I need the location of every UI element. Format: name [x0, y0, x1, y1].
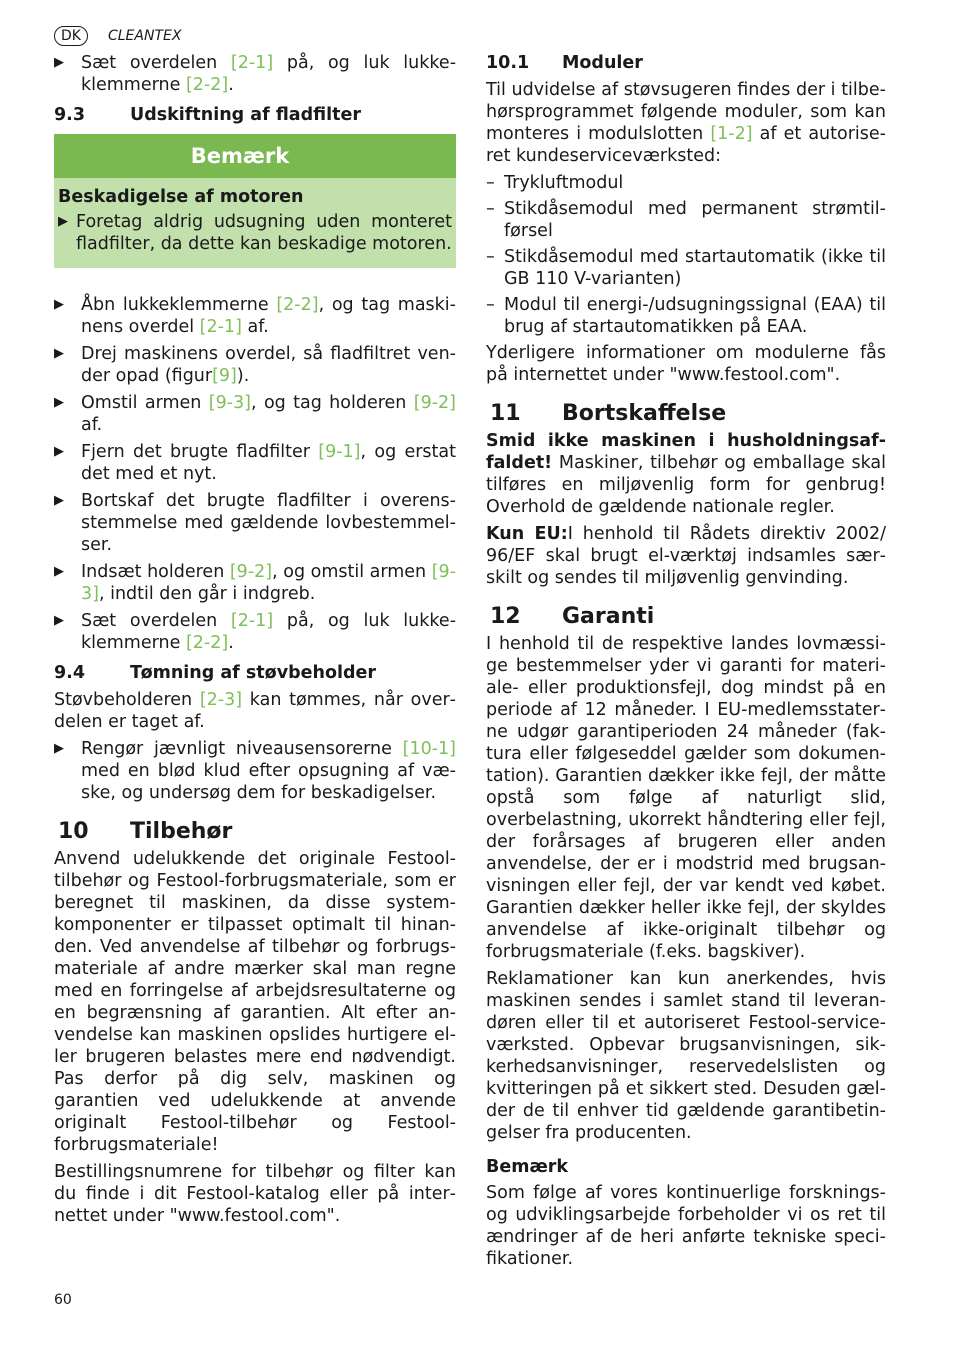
paragraph: Yderligere informationer om modulerne fås på internettet under "www.festool.com". — [486, 343, 886, 385]
figure-ref: [10-1] — [402, 739, 456, 759]
paragraph: Kun EU:I henhold til Rådets direktiv 2002/ 96/EF skal brugt el-værktøj indsamles særskilt og sendes til miljøvenlig genvinding. — [486, 524, 886, 588]
paragraph: Smid ikke maskinen i husholdningsaffaldet! Maskiner, tilbehør og emballage skal tilføres en miljøvenlig form for genbrug! Overhold de gældende nationale regler. — [486, 431, 886, 517]
list-item: – Modul til energi-/udsugningssignal (EAA) til brug af startautomatikken på EAA. — [486, 295, 886, 337]
figure-ref: [2-1] — [230, 611, 274, 631]
figure-ref: [2-2] — [276, 295, 319, 315]
list-item: – Stikdåsemodul med startautomatik (ikke til GB 110 V-varianten) — [486, 247, 886, 289]
paragraph: Reklamationer kan kun anerkendes, hvis maskinen sendes i samlet stand til leverandøren eller til et autoriseret Festool-serviceværksted. Opbevar brugsanvisningen, sikkerhedsanvisninger, reservedelslisten og kvitteringen på et sikkert sted. Desuden gælder de til enhver tid gældende garantibetingelser fra producenten. — [486, 969, 886, 1143]
section-heading-10-1: 10.1 Moduler — [486, 53, 643, 73]
note-body — [54, 178, 456, 268]
figure-ref: [2-3] — [199, 690, 243, 710]
figure-ref: [9-2] — [229, 562, 273, 582]
triangle-right-icon: ▶ — [54, 55, 64, 70]
paragraph: Anvend udelukkende det originale Festool-tilbehør og Festool-forbrugsmateriale, som er beregnet til maskinen, da disse systemkomponenter er tilpasset optimalt til hinanden. Ved anvendelse af tilbehør og forbrugsmateriale af andre mærker skal man regne med en forringelse af arbejdsresultaterne og en begrænsning af garantien. Alt efter anvendelse kan maskinen opslides hurtigere eller brugeren belastes mere end nødvendigt. Pas derfor på dig selv, maskinen og garantien ved udelukkende at anvende originalt Festool-tilbehør og Festool-forbrugsmateriale! — [54, 849, 456, 1155]
note-title: Beskadigelse af motoren — [58, 187, 304, 207]
left-column — [54, 52, 456, 1232]
paragraph: Som følge af vores kontinuerlige forsknings- og udviklingsarbejde forbeholder vi os ret til ændringer af de heri anførte tekniske specifikationer. — [486, 1183, 886, 1269]
right-column — [486, 52, 886, 1275]
note-item: ▶ Foretag aldrig udsugning uden monteret fladfilter, da dette kan beskadige motoren. — [58, 212, 452, 254]
triangle-right-icon: ▶ — [54, 395, 64, 410]
list-item: – Trykluftmodul — [486, 173, 624, 193]
paragraph: Til udvidelse af støvsugeren findes der i tilbehørsprogrammet følgende moduler, som kan monteres i modulslotten [1-2] af et autoriseret kundeserviceværksted: — [486, 80, 886, 166]
figure-ref: [9-2] — [413, 393, 456, 413]
figure-ref: [9-3] — [81, 562, 456, 604]
figure-ref: [2-1] — [199, 317, 242, 337]
language-badge: DK — [54, 26, 88, 46]
figure-ref: [9-1] — [318, 442, 361, 462]
step-item: ▶ Indsæt holderen [9-2], og omstil armen [9-3], indtil den går i indgreb. — [54, 562, 456, 604]
figure-ref: [2-2] — [185, 75, 229, 95]
page-header — [54, 26, 181, 46]
note-header: Bemærk — [54, 134, 456, 178]
note-heading: Bemærk — [486, 1157, 569, 1177]
section-heading-9-3: 9.3 Udskiftning af fladfilter — [54, 105, 361, 125]
triangle-right-icon: ▶ — [54, 444, 64, 459]
step-item: ▶ Sæt overdelen [2-1] på, og luk lukkeklemmerne [2-2]. — [54, 611, 457, 653]
warning-note — [54, 134, 456, 268]
triangle-right-icon: ▶ — [54, 493, 64, 508]
triangle-right-icon: ▶ — [54, 564, 64, 579]
step-item: ▶ Drej maskinens overdel, så fladfiltret vender opad (figur[9]). — [54, 344, 456, 386]
triangle-right-icon: ▶ — [54, 613, 64, 628]
paragraph: Bestillingsnumrene for tilbehør og filter kan du finde i dit Festool-katalog eller på internettet under "www.festool.com". — [54, 1162, 456, 1226]
figure-ref: [2-1] — [230, 53, 274, 73]
section-heading-11: 11 Bortskaffelse — [490, 401, 727, 426]
list-item: – Stikdåsemodul med permanent strømtilførsel — [486, 199, 886, 241]
figure-ref: [1-2] — [710, 124, 753, 144]
figure-ref: [9-3] — [208, 393, 252, 413]
triangle-right-icon: ▶ — [54, 297, 64, 312]
section-heading-9-4: 9.4 Tømning af støvbeholder — [54, 663, 376, 683]
step-item: ▶ Åbn lukkeklemmerne [2-2], og tag maskinens overdel [2-1] af. — [54, 295, 456, 337]
product-name: CLEANTEX — [107, 28, 182, 44]
step-item: ▶ Bortskaf det brugte fladfilter i overensstemmelse med gældende lovbestemmelser. — [54, 491, 456, 555]
triangle-right-icon: ▶ — [54, 741, 64, 756]
figure-ref: [2-2] — [185, 633, 229, 653]
page-number: 60 — [54, 1292, 72, 1308]
step-item: ▶ Omstil armen [9-3], og tag holderen [9-2] af. — [54, 393, 456, 435]
paragraph: Støvbeholderen [2-3] kan tømmes, når overdelen er taget af. — [54, 690, 456, 732]
triangle-right-icon: ▶ — [58, 214, 68, 229]
triangle-right-icon: ▶ — [54, 346, 64, 361]
section-heading-12: 12 Garanti — [490, 604, 655, 629]
step-item: ▶ Rengør jævnligt niveausensorerne [10-1] med en blød klud efter opsugning af væske, og undersøg dem for beskadigelser. — [54, 739, 456, 803]
section-heading-10: 10 Tilbehør — [58, 819, 233, 844]
step-item: ▶ Fjern det brugte fladfilter [9-1], og erstat det med et nyt. — [54, 442, 456, 484]
step-item: ▶ Sæt overdelen [2-1] på, og luk lukkeklemmerne [2-2]. — [54, 53, 457, 95]
figure-ref: [9] — [212, 366, 237, 386]
paragraph: I henhold til de respektive landes lovmæssige bestemmelser yder vi garanti for materiale- eller produktionsfejl, dog mindst på en periode af 12 måneder. I EU-medlemsstaterne udgør garantiperioden 24 måneder (faktura eller følgeseddel gælder som dokumentation). Garantien dækker ikke fejl, der måtte opstå som følge af naturligt slid, overbelastning, ukorrekt håndtering eller fejl, der forårsages af brugeren eller anden anvendelse, der er i modstrid med brugsanvisningen eller fejl, der var kendt ved købet. Garantien dækker heller ikke fejl, der skyldes anvendelse af ikke-originalt tilbehør og forbrugsmateriale (f.eks. bagskiver). — [486, 634, 886, 962]
